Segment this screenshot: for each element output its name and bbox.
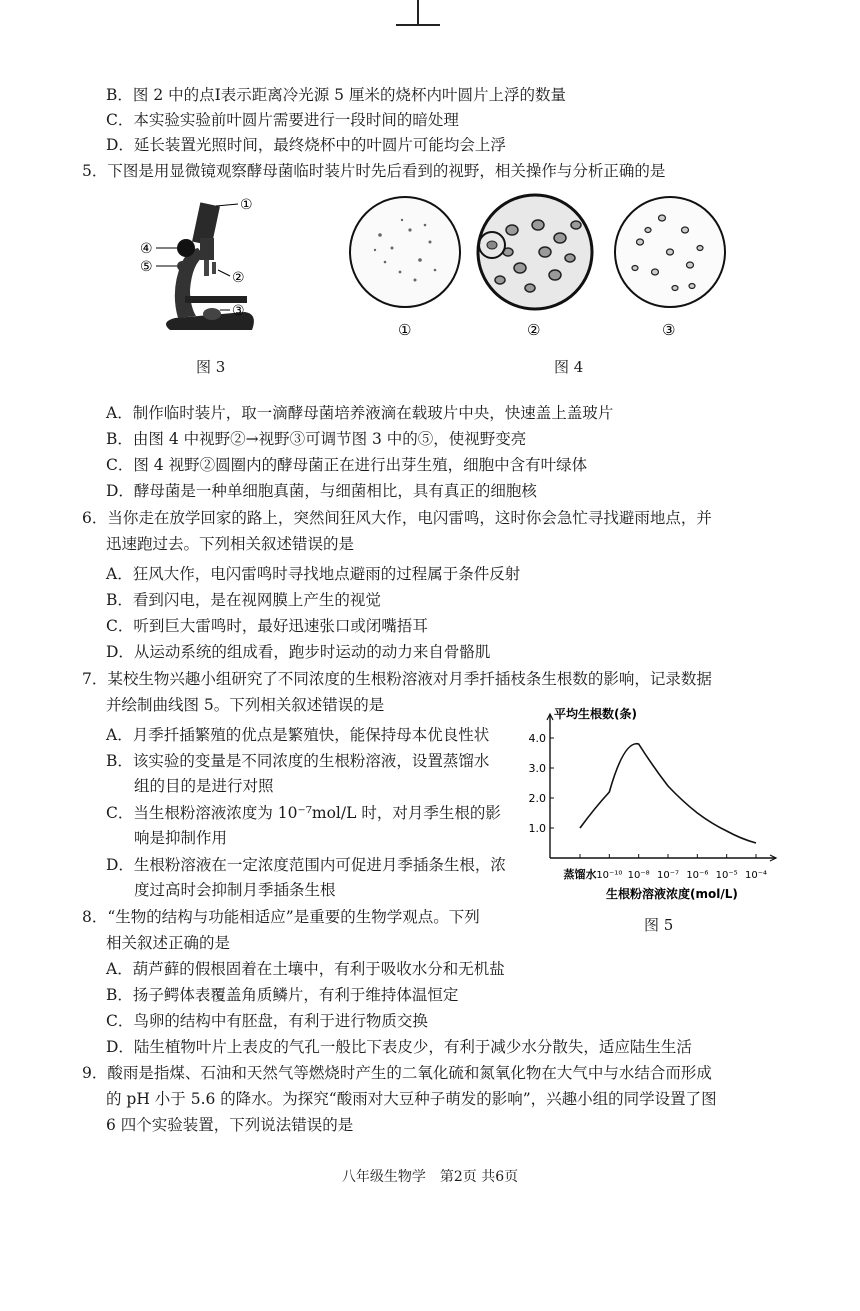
q5-stem: 5．下图是用显微镜观察酵母菌临时装片时先后看到的视野，相关操作与分析正确的是 bbox=[82, 162, 666, 180]
q5-option-b: B．由图 4 中视野②→视野③可调节图 3 中的⑤，使视野变亮 bbox=[106, 430, 527, 448]
micro-label-2: ② bbox=[232, 270, 245, 286]
q8-option-d: D．陆生植物叶片上表皮的气孔一般比下表皮少，有利于减少水分散失，适应陆生生活 bbox=[106, 1038, 692, 1056]
x-tick-label: 10⁻⁶ bbox=[686, 870, 709, 881]
x-tick-label: 10⁻¹⁰ bbox=[596, 870, 623, 881]
field-view-2 bbox=[478, 195, 592, 309]
q9-stem-3: 6 四个实验装置，下列说法错误的是 bbox=[106, 1116, 354, 1134]
q7-option-c-2: 响是抑制作用 bbox=[134, 829, 228, 847]
q6-option-d: D．从运动系统的组成看，跑步时运动的动力来自骨骼肌 bbox=[106, 643, 491, 661]
q6-stem-1: 6．当你走在放学回家的路上，突然间狂风大作，电闪雷鸣，这时你会急忙寻找避雨地点，并 bbox=[82, 509, 712, 527]
fig5-caption: 图 5 bbox=[644, 916, 674, 934]
view-label-3: ③ bbox=[662, 321, 676, 339]
rooting-curve bbox=[580, 744, 756, 843]
micro-label-4: ④ bbox=[140, 241, 153, 257]
q4-option-d: D．延长装置光照时间，最终烧杯中的叶圆片可能均会上浮 bbox=[106, 136, 506, 154]
y-tick-label: 4.0 bbox=[528, 732, 546, 745]
q7-option-a: A．月季扦插繁殖的优点是繁殖快，能保持母本优良性状 bbox=[106, 726, 490, 744]
q7-option-d-1: D．生根粉溶液在一定浓度范围内可促进月季插条生根，浓 bbox=[106, 856, 506, 874]
q8-option-c: C．鸟卵的结构中有胚盘，有利于进行物质交换 bbox=[106, 1012, 428, 1030]
q6-option-b: B．看到闪电，是在视网膜上产生的视觉 bbox=[106, 591, 381, 609]
x-tick-label: 蒸馏水 bbox=[563, 868, 597, 881]
chart-x-label: 生根粉溶液浓度(mol/L) bbox=[606, 887, 738, 901]
fine-adjustment-knob bbox=[177, 261, 187, 271]
q6-option-a: A．狂风大作，电闪雷鸣时寻找地点避雨的过程属于条件反射 bbox=[106, 565, 521, 583]
q7-stem-2: 并绘制曲线图 5。下列相关叙述错误的是 bbox=[106, 696, 385, 714]
fig3-caption: 图 3 bbox=[196, 358, 226, 376]
chart-y-label: 平均生根数(条) bbox=[554, 707, 637, 721]
x-tick-label: 10⁻⁵ bbox=[715, 870, 738, 881]
y-tick-label: 2.0 bbox=[528, 792, 546, 805]
q6-stem-2: 迅速跑过去。下列相关叙述错误的是 bbox=[106, 535, 355, 553]
x-tick-label: 10⁻⁷ bbox=[656, 870, 680, 881]
fig4-caption: 图 4 bbox=[554, 358, 584, 376]
rooting-chart bbox=[520, 700, 790, 910]
view-label-2: ② bbox=[527, 321, 541, 339]
q4-option-b: B．图 2 中的点Ⅰ表示距离冷光源 5 厘米的烧杯内叶圆片上浮的数量 bbox=[106, 86, 566, 104]
binding-mark bbox=[396, 0, 440, 30]
microscope-figure bbox=[130, 190, 280, 340]
q7-option-d-2: 度过高时会抑制月季插条生根 bbox=[134, 881, 336, 899]
field-of-view-figure bbox=[340, 190, 730, 340]
micro-label-5: ⑤ bbox=[140, 259, 153, 275]
q5-option-a: A．制作临时装片，取一滴酵母菌培养液滴在载玻片中央，快速盖上盖玻片 bbox=[106, 404, 614, 422]
q6-option-c: C．听到巨大雷鸣时，最好迅速张口或闭嘴捂耳 bbox=[106, 617, 428, 635]
y-tick-label: 1.0 bbox=[528, 822, 546, 835]
q7-option-c-1: C．当生根粉溶液浓度为 10⁻⁷mol/L 时，对月季生根的影 bbox=[106, 804, 501, 822]
coarse-adjustment-knob bbox=[177, 239, 195, 257]
page-footer: 八年级生物学 第2页 共6页 bbox=[341, 1169, 519, 1185]
micro-label-1: ① bbox=[240, 197, 253, 213]
q7-stem-1: 7．某校生物兴趣小组研究了不同浓度的生根粉溶液对月季扦插枝条生根数的影响，记录数据 bbox=[82, 670, 712, 688]
q7-option-b-1: B．该实验的变量是不同浓度的生根粉溶液，设置蒸馏水 bbox=[106, 752, 490, 770]
q9-stem-1: 9．酸雨是指煤、石油和天然气等燃烧时产生的二氧化硫和氮氧化物在大气中与水结合而形成 bbox=[82, 1064, 712, 1082]
q5-option-d: D．酵母菌是一种单细胞真菌，与细菌相比，具有真正的细胞核 bbox=[106, 482, 537, 500]
y-tick-label: 3.0 bbox=[528, 762, 546, 775]
field-view-1 bbox=[350, 197, 460, 307]
q4-option-c: C．本实验实验前叶圆片需要进行一段时间的暗处理 bbox=[106, 111, 459, 129]
q8-option-b: B．扬子鳄体表覆盖角质鳞片，有利于维持体温恒定 bbox=[106, 986, 459, 1004]
x-tick-label: 10⁻⁴ bbox=[744, 870, 768, 881]
view-label-1: ① bbox=[398, 321, 412, 339]
x-tick-label: 10⁻⁸ bbox=[627, 870, 650, 881]
q9-stem-2: 的 pH 小于 5.6 的降水。为探究“酸雨对大豆种子萌发的影响”，兴趣小组的同学设置了图 bbox=[106, 1090, 717, 1108]
q5-option-c: C．图 4 视野②圆圈内的酵母菌正在进行出芽生殖，细胞中含有叶绿体 bbox=[106, 456, 588, 474]
q7-option-b-2: 组的目的是进行对照 bbox=[134, 777, 274, 795]
micro-label-3: ③ bbox=[232, 303, 245, 319]
q8-option-a: A．葫芦藓的假根固着在土壤中，有利于吸收水分和无机盐 bbox=[106, 960, 505, 978]
q8-stem-1: 8．“生物的结构与功能相适应”是重要的生物学观点。下列 bbox=[82, 908, 480, 926]
q8-stem-2: 相关叙述正确的是 bbox=[106, 934, 231, 952]
field-view-3 bbox=[615, 197, 725, 307]
